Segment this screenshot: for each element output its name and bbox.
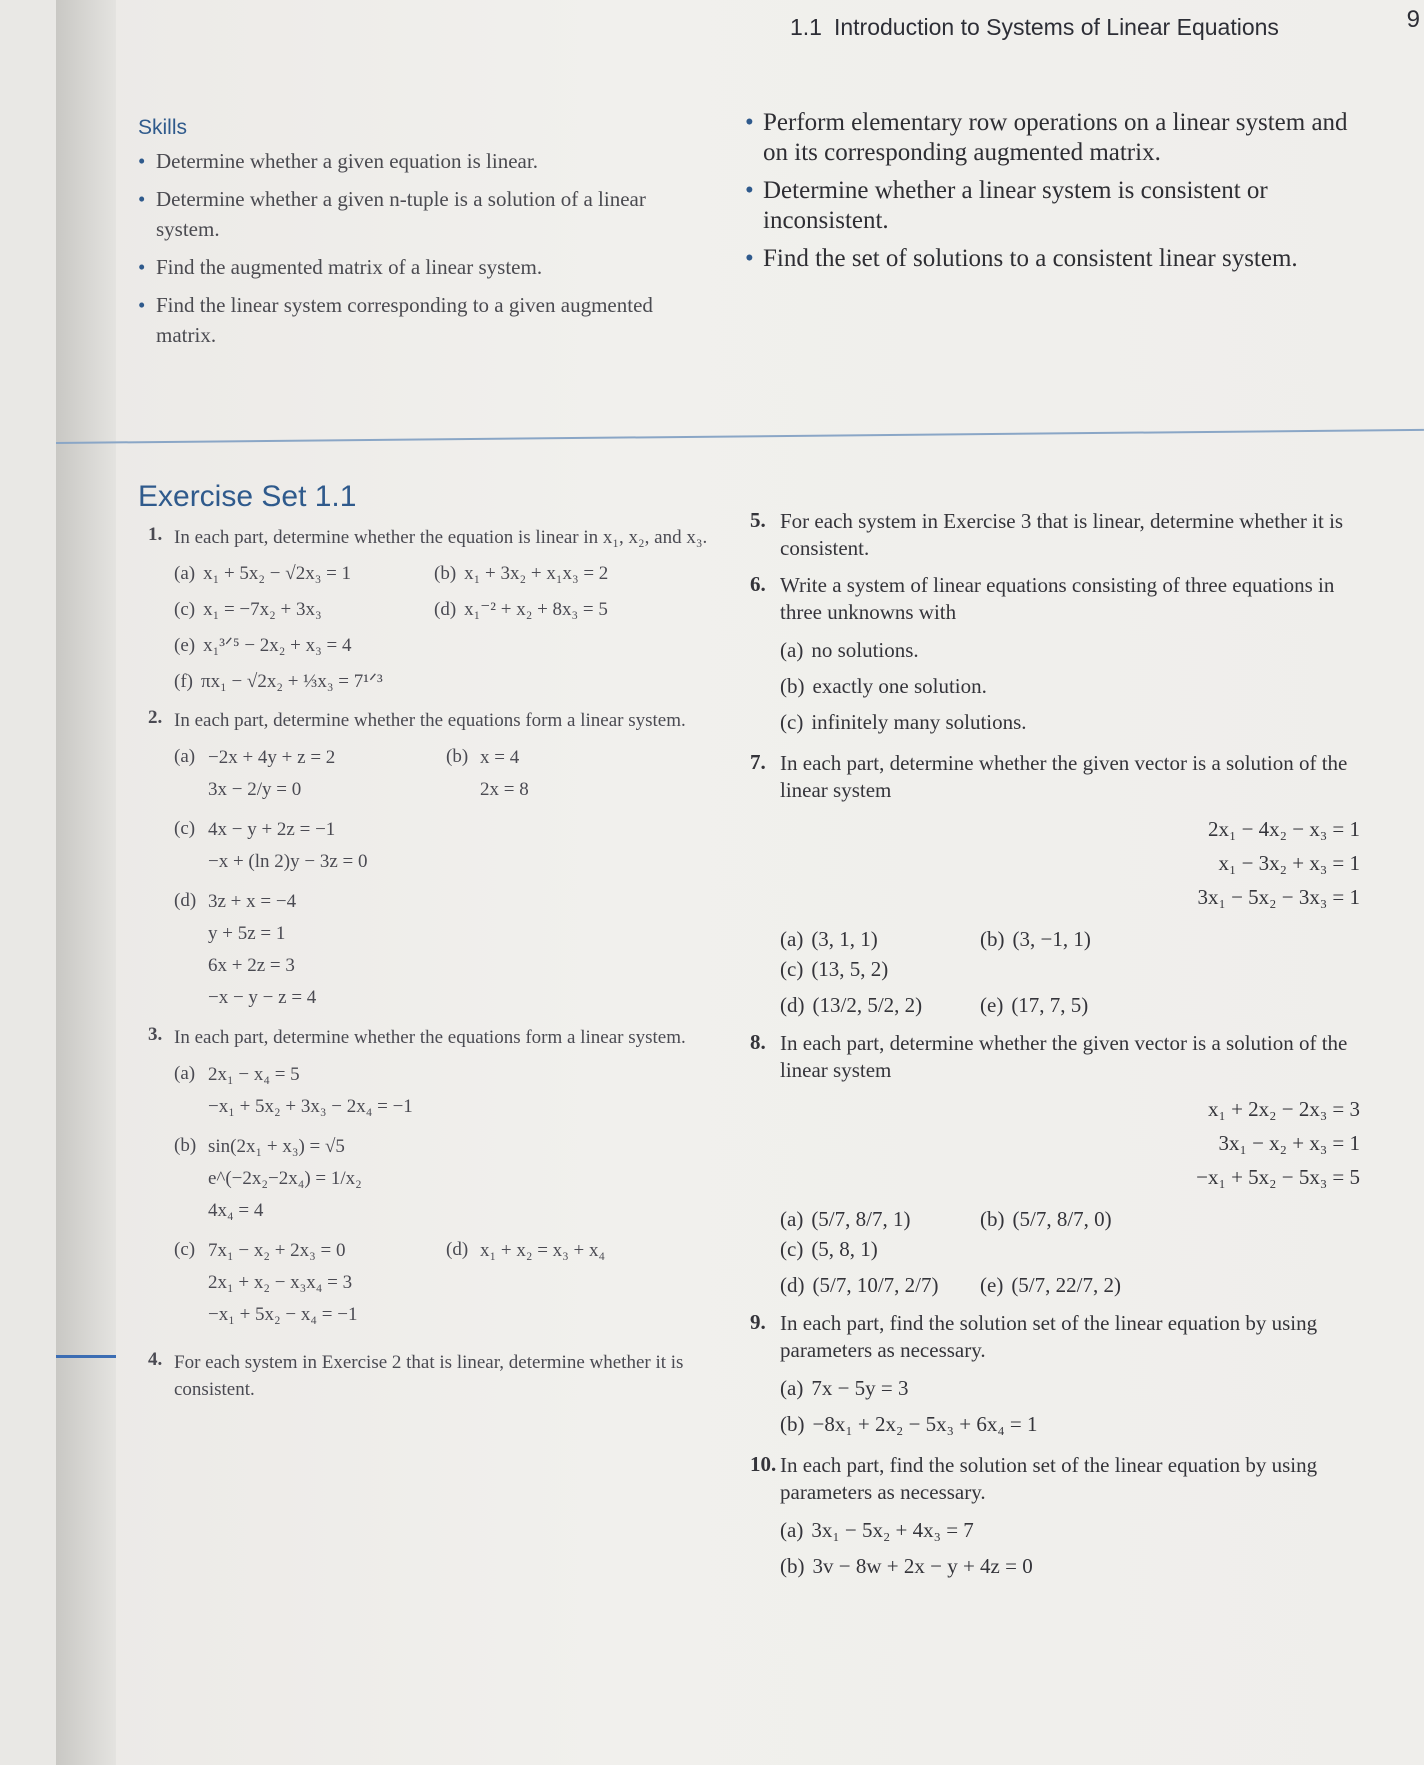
linear-system: 2x₁ − 4x₂ − x₃ = 1 x₁ − 3x₂ + x₃ = 1 3x₁ − 5x₂ − 3x₃ = 1 <box>1197 817 1360 909</box>
part-a: (a) x₁ + 5x₂ − √2x₃ = 1 <box>174 563 352 584</box>
part-b: (b) exactly one solution. <box>780 674 987 698</box>
problem-number: 8. <box>750 1030 766 1054</box>
problem-number: 10. <box>750 1452 777 1476</box>
problem-text: For each system in Exercise 3 that is linear, determine whether it is consistent. <box>780 509 1344 560</box>
problem-text: In each part, determine whether the equation is linear in x₁, x₂, and x₃. <box>174 527 708 548</box>
problem-number: 5. <box>750 508 766 532</box>
part-d: (d) 3z + x = −4 y + 5z = 1 6x + 2z = 3 −x − y − z = 4 <box>174 890 317 1008</box>
part-e: (e) (17, 7, 5) <box>980 993 1089 1017</box>
problem-5 <box>750 508 1362 562</box>
running-header <box>790 6 1420 41</box>
skill-item: • Find the set of solutions to a consistent linear system. <box>745 244 1365 274</box>
part-a: (a) 7x − 5y = 3 <box>780 1376 909 1400</box>
problem-7 <box>750 750 1362 1020</box>
exercise-column-left <box>148 524 718 1413</box>
part-d: (d) (5/7, 10/7, 2/7) <box>780 1273 939 1297</box>
section-title: Introduction to Systems of Linear Equations <box>833 14 1279 40</box>
part-c: (c) (5, 8, 1) <box>780 1237 878 1261</box>
problem-10 <box>750 1452 1362 1584</box>
part-c: (c) (13, 5, 2) <box>780 957 889 981</box>
problem-8 <box>750 1030 1362 1300</box>
skill-item: • Determine whether a given equation is linear. <box>138 146 698 176</box>
part-c: (c) 7x₁ − x₂ + 2x₃ = 0 2x₁ + x₂ − x₃x₄ = 3 −x₁ + 5x₂ − x₄ = −1 <box>174 1239 358 1325</box>
exercise-column-right <box>750 508 1362 1594</box>
part-c: (c) 4x − y + 2z = −1 −x + (ln 2)y − 3z = 0 <box>174 818 368 872</box>
part-e: (e) x₁³ᐟ⁵ − 2x₂ + x₃ = 4 <box>174 635 352 656</box>
problem-number: 4. <box>148 1349 163 1370</box>
part-a: (a) (3, 1, 1) <box>780 927 878 951</box>
part-d: (d) (13/2, 5/2, 2) <box>780 993 923 1017</box>
book-spine-shadow <box>56 0 116 1765</box>
part-c: (c) x₁ = −7x₂ + 3x₃ <box>174 599 322 620</box>
part-b: (b) (5/7, 8/7, 0) <box>980 1207 1112 1231</box>
skill-item: • Perform elementary row operations on a linear system and on its corresponding augmented matrix. <box>745 108 1365 168</box>
problem-number: 9. <box>750 1310 766 1334</box>
problem-text: In each part, determine whether the given vector is a solution of the linear system <box>780 751 1348 802</box>
problem-text: In each part, determine whether the given vector is a solution of the linear system <box>780 1031 1348 1082</box>
part-a: (a) (5/7, 8/7, 1) <box>780 1207 911 1231</box>
problem-2 <box>148 707 718 1014</box>
skills-heading: Skills <box>138 116 188 139</box>
margin-accent-line <box>56 1355 116 1358</box>
problem-number: 6. <box>750 572 766 596</box>
part-b: (b) (3, −1, 1) <box>980 927 1091 951</box>
part-b: (b) sin(2x₁ + x₃) = √5 e^(−2x₂−2x₄) = 1/x₂ 4x₄ = 4 <box>174 1135 362 1221</box>
skill-item: • Determine whether a linear system is consistent or inconsistent. <box>745 176 1365 236</box>
part-b: (b) −8x₁ + 2x₂ − 5x₃ + 6x₄ = 1 <box>780 1412 1038 1436</box>
part-b: (b) x = 4 2x = 8 <box>446 746 529 800</box>
problem-number: 3. <box>148 1024 163 1045</box>
exercise-set-title: Exercise Set 1.1 <box>138 480 357 513</box>
skill-item: • Determine whether a given n-tuple is a solution of a linear system. <box>138 184 698 244</box>
part-d: (d) x₁⁻² + x₂ + 8x₃ = 5 <box>434 599 608 620</box>
problem-3 <box>148 1024 718 1339</box>
linear-system: x₁ + 2x₂ − 2x₃ = 3 3x₁ − x₂ + x₃ = 1 −x₁ + 5x₂ − 5x₃ = 5 <box>1196 1097 1360 1189</box>
problem-number: 7. <box>750 750 766 774</box>
part-a: (a) 3x₁ − 5x₂ + 4x₃ = 7 <box>780 1518 974 1542</box>
part-a: (a) no solutions. <box>780 638 919 662</box>
skill-item: • Find the linear system corresponding to a given augmented matrix. <box>138 290 698 350</box>
problem-9 <box>750 1310 1362 1442</box>
problem-text: Write a system of linear equations consisting of three equations in three unknowns with <box>780 573 1335 624</box>
part-e: (e) (5/7, 22/7, 2) <box>980 1273 1121 1297</box>
problem-text: In each part, find the solution set of the linear equation by using parameters as necessary. <box>780 1453 1318 1504</box>
part-a: (a) 2x₁ − x₄ = 5 −x₁ + 5x₂ + 3x₃ − 2x₄ = −1 <box>174 1063 413 1117</box>
problem-text: For each system in Exercise 2 that is linear, determine whether it is consistent. <box>174 1352 684 1400</box>
section-number: 1.1 <box>790 14 822 40</box>
problem-4 <box>148 1349 718 1403</box>
part-b: (b) 3v − 8w + 2x − y + 4z = 0 <box>780 1554 1033 1578</box>
problem-number: 2. <box>148 707 163 728</box>
part-c: (c) infinitely many solutions. <box>780 710 1027 734</box>
problem-text: In each part, determine whether the equations form a linear system. <box>174 1027 686 1048</box>
problem-1 <box>148 524 718 697</box>
part-d: (d) x₁ + x₂ = x₃ + x₄ <box>446 1239 606 1261</box>
skills-list-left <box>138 146 698 358</box>
part-b: (b) x₁ + 3x₂ + x₁x₃ = 2 <box>434 563 609 584</box>
problem-text: In each part, determine whether the equations form a linear system. <box>174 710 686 731</box>
part-f: (f) πx₁ − √2x₂ + ⅓x₃ = 7¹ᐟ³ <box>174 671 383 692</box>
problem-number: 1. <box>148 524 163 545</box>
problem-6 <box>750 572 1362 740</box>
problem-text: In each part, find the solution set of the linear equation by using parameters as necessary. <box>780 1311 1318 1362</box>
page-number: 9 <box>1406 6 1420 33</box>
part-a: (a) −2x + 4y + z = 2 3x − 2/y = 0 <box>174 746 336 800</box>
skill-item: • Find the augmented matrix of a linear system. <box>138 252 698 282</box>
skills-list-right <box>745 108 1365 282</box>
